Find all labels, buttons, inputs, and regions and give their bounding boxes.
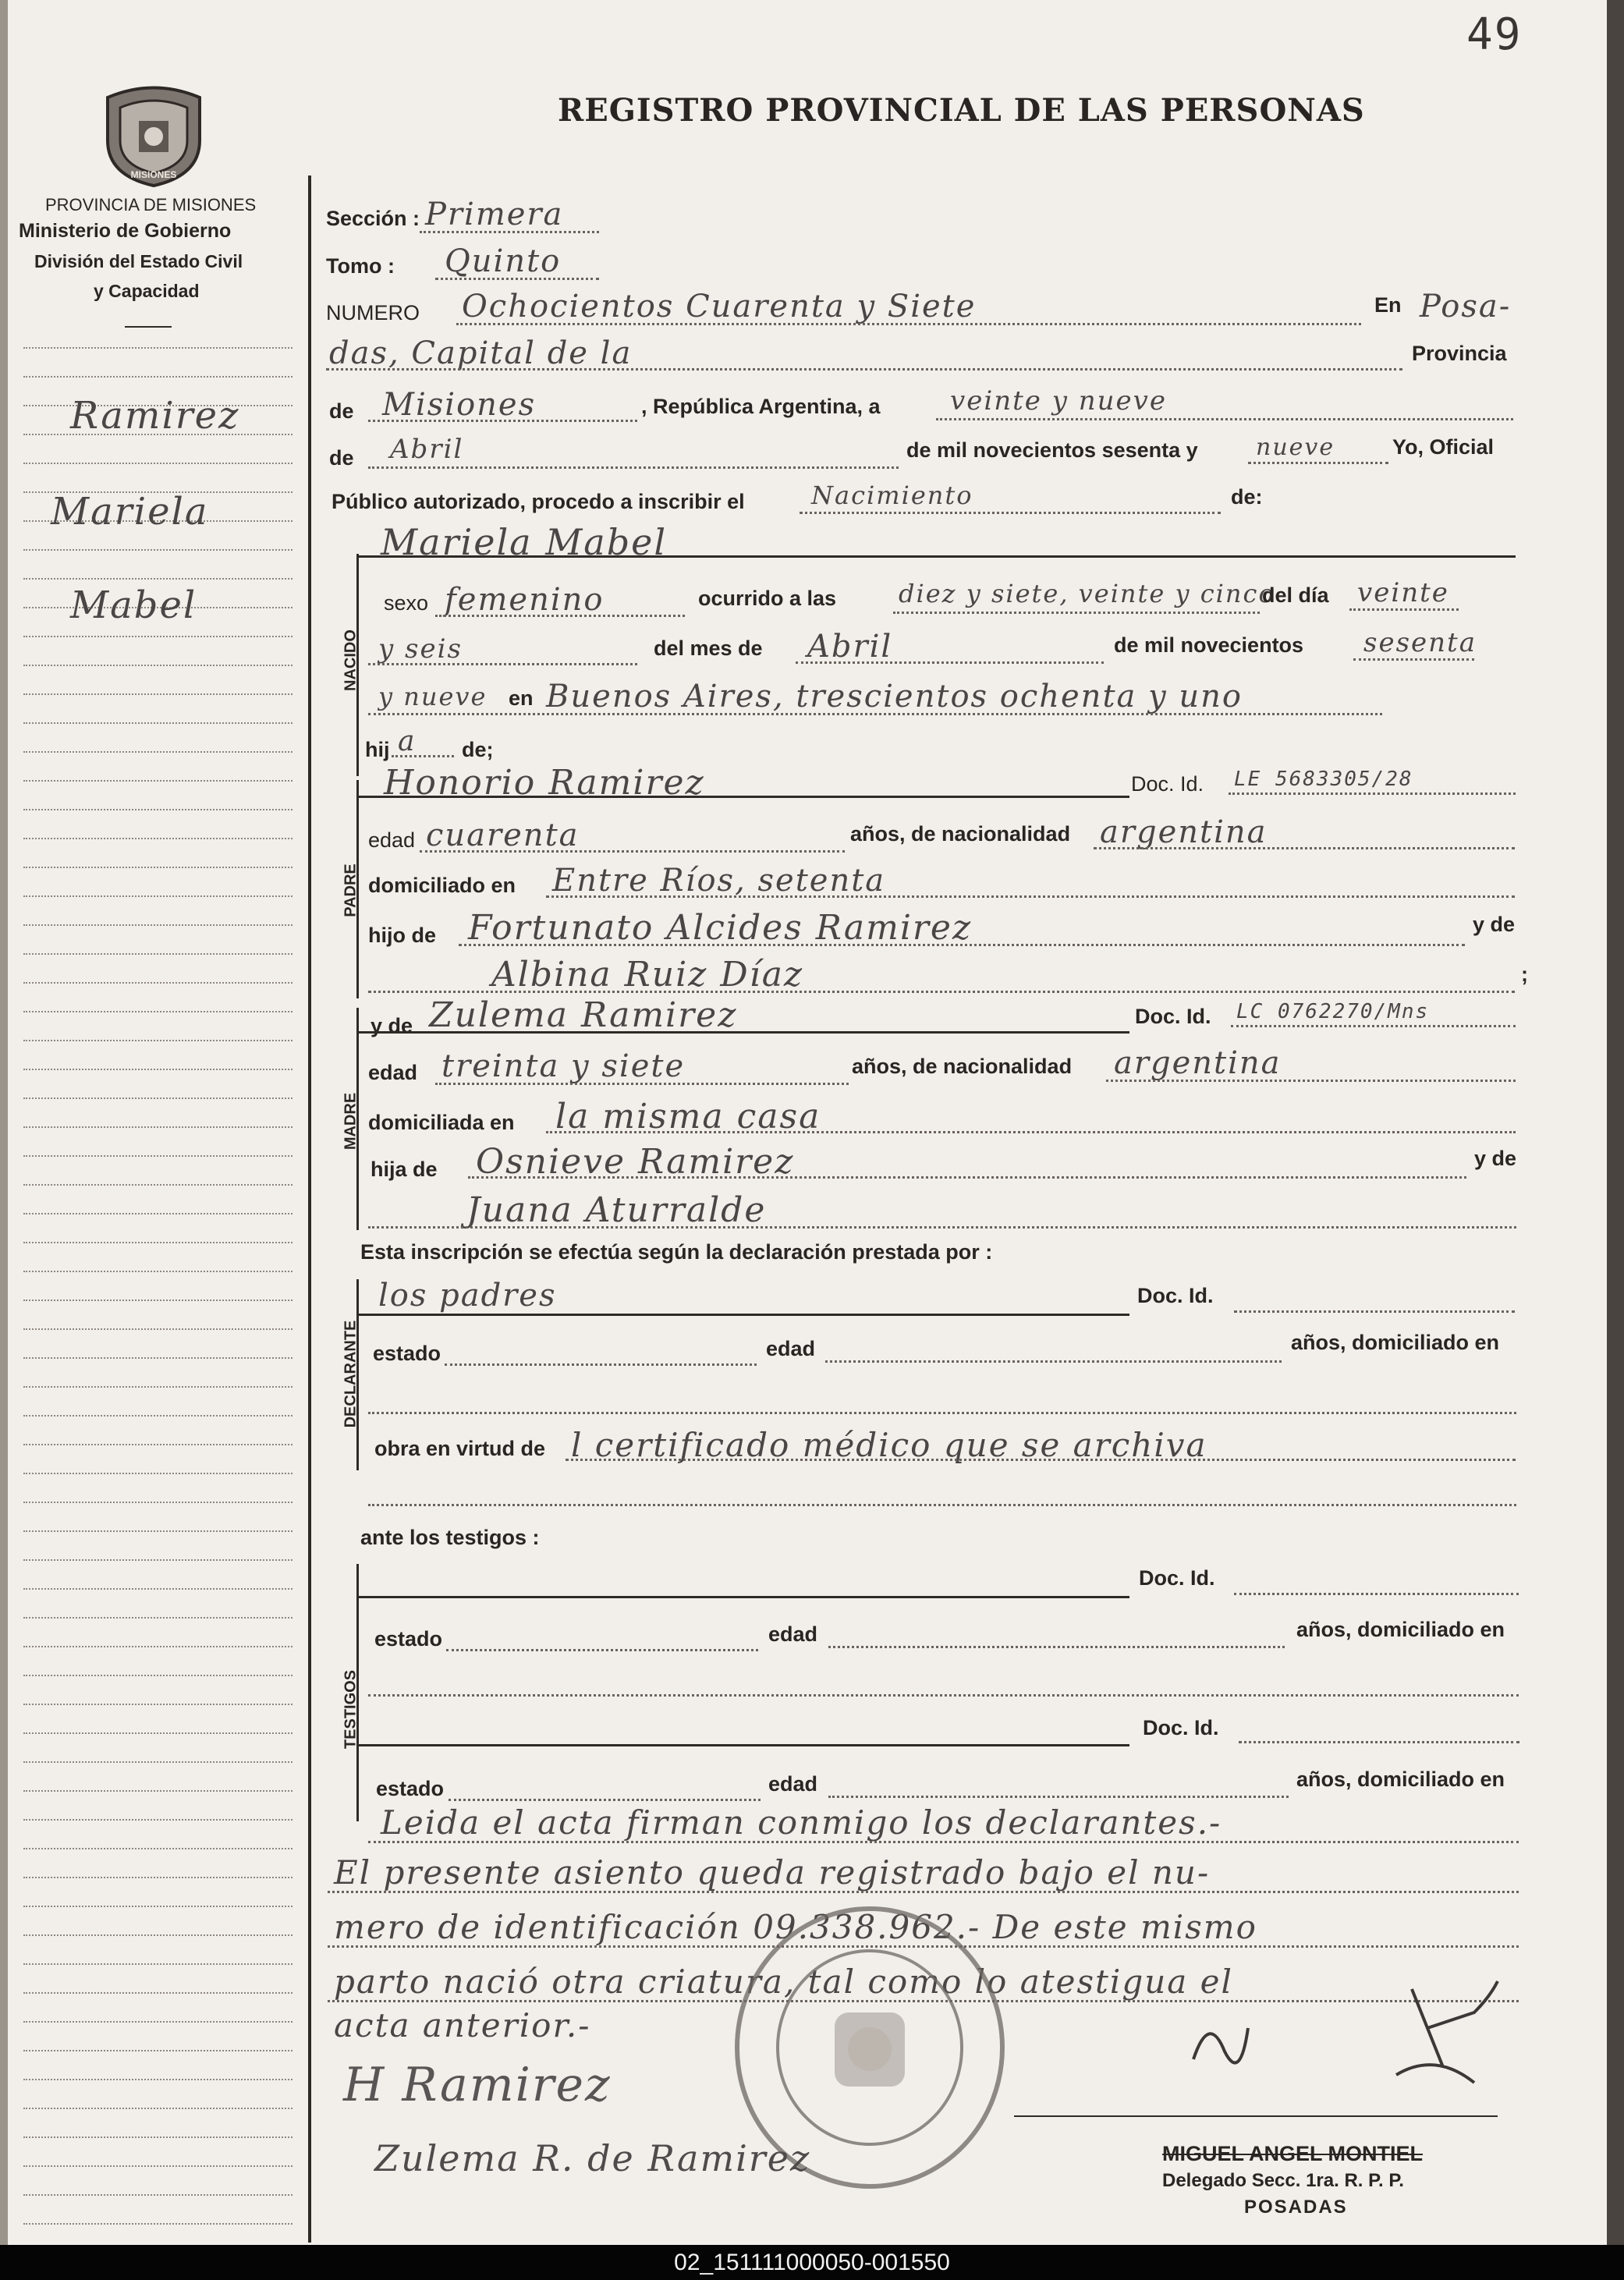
hora-value: diez y siete, veinte y cinco (899, 579, 1275, 608)
label-obra: obra en virtud de (374, 1437, 546, 1460)
official-role: Delegado Secc. 1ra. R. P. P. (1162, 2170, 1404, 2191)
seal-text: MISIONES (130, 169, 177, 180)
testigo2-edad-line (828, 1796, 1289, 1798)
margin-rule (23, 549, 293, 551)
margin-rule (23, 809, 293, 810)
provincial-seal (100, 78, 207, 187)
section-testigos: TESTIGOS (342, 1669, 360, 1750)
note-line-3: mero de identificación 09.338.962.- De este mismo (334, 1908, 1257, 1946)
madre-nac-value: argentina (1114, 1045, 1282, 1081)
margin-rule (23, 1126, 293, 1128)
official-name: MIGUEL ANGEL MONTIEL (1162, 2142, 1424, 2165)
testigo1-doc-line (1234, 1593, 1519, 1595)
margin-rule (23, 1011, 293, 1012)
padre-nac-line (1094, 847, 1515, 849)
margin-rule (23, 1559, 293, 1561)
madre-madre-value: Juana Aturralde (466, 1190, 767, 1230)
label-de-semicolon: de; (462, 738, 494, 761)
official-city: POSADAS (1244, 2197, 1348, 2218)
label-testigo2-edad: edad (768, 1772, 818, 1796)
dia-value-2: y seis (378, 633, 463, 665)
label-de-mes: de (329, 446, 354, 470)
margin-rule (23, 2194, 293, 2196)
anio-value: nueve (1256, 434, 1335, 461)
madre-madre-line (368, 1226, 1516, 1229)
madre-padre-line (468, 1176, 1466, 1179)
hora-line (893, 612, 1260, 614)
fecha-dia-line (936, 418, 1513, 420)
numero-value: Ochocientos Cuarenta y Siete (462, 289, 977, 324)
margin-rule (23, 636, 293, 637)
label-madre-dom: domiciliada en (368, 1111, 515, 1134)
margin-rule (23, 1069, 293, 1070)
margin-rule (23, 1761, 293, 1763)
margin-rule (23, 1271, 293, 1272)
declarante-line (357, 1314, 1129, 1316)
sexo-line (435, 615, 685, 617)
margin-rule (23, 693, 293, 695)
declarante-dom-line (368, 1412, 1516, 1414)
anio-nac-value-1: sesenta (1363, 627, 1477, 658)
section-declarante: DECLARANTE (342, 1320, 360, 1428)
padre-madre-line (368, 991, 1515, 993)
tomo-line (435, 278, 599, 280)
label-sexo: sexo (384, 591, 429, 615)
margin-rule (23, 1992, 293, 1994)
margin-rule (23, 924, 293, 926)
label-de-colon: de: (1231, 485, 1263, 509)
label-del-dia: del día (1262, 583, 1329, 607)
label-declarante-doc: Doc. Id. (1137, 1284, 1214, 1307)
margin-rule (23, 1877, 293, 1878)
label-padre-dom: domiciliado en (368, 874, 516, 897)
padre-padre-line (459, 944, 1465, 946)
dia-value-1: veinte (1357, 577, 1449, 608)
nombre-line (357, 555, 1516, 558)
margin-rule (23, 867, 293, 868)
padre-madre-value: Albina Ruiz Díaz (491, 955, 804, 995)
obra-value: l certificado médico que se archiva (571, 1426, 1207, 1464)
margin-rule (23, 1242, 293, 1243)
section-nacido: NACIDO (342, 629, 360, 691)
madre-nombre-line (357, 1031, 1129, 1034)
margin-rule (23, 2021, 293, 2023)
column-divider (308, 176, 311, 2243)
signature-mother: Zulema R. de Ramirez (374, 2137, 811, 2179)
nombre-value: Mariela Mabel (381, 521, 668, 563)
margin-rule (23, 2050, 293, 2051)
margin-rule (23, 578, 293, 580)
margin-rule (23, 1704, 293, 1705)
label-padre-y-de: y de (1473, 913, 1516, 936)
section-madre: MADRE (342, 1092, 360, 1151)
label-madre-y-de-2: y de (1474, 1147, 1517, 1170)
margin-rule (23, 1502, 293, 1503)
margin-rule (23, 1328, 293, 1330)
padre-edad-value: cuarenta (426, 817, 580, 853)
hij-line (392, 755, 454, 757)
margin-rule (23, 1300, 293, 1301)
label-del-mes: del mes de (654, 636, 763, 660)
madre-padre-value: Osnieve Ramirez (476, 1142, 795, 1182)
margin-rule (23, 1790, 293, 1792)
declarante-edad-line (825, 1360, 1282, 1363)
madre-edad-value: treinta y siete (441, 1048, 686, 1084)
madre-dom-line (546, 1131, 1516, 1133)
label-madre-edad: edad (368, 1061, 418, 1084)
label-ocurrido: ocurrido a las (698, 587, 837, 610)
madre-nac-line (1106, 1080, 1516, 1082)
margin-rule (23, 2108, 293, 2109)
label-declaracion: Esta inscripción se efectúa según la declaración prestada por : (360, 1240, 993, 1264)
mes-line (796, 661, 1104, 664)
label-declarante-estado: estado (373, 1342, 441, 1365)
madre-nombre-value: Zulema Ramirez (429, 995, 738, 1035)
margin-rule (23, 1732, 293, 1734)
margin-rule (23, 1819, 293, 1821)
margin-rule (23, 2079, 293, 2080)
margin-rule (23, 780, 293, 782)
margin-middlename: Mabel (70, 583, 197, 627)
testigo1-line (357, 1596, 1129, 1598)
acto-line (800, 512, 1221, 514)
label-en: En (1374, 293, 1402, 317)
label-madre-y-de: y de (371, 1014, 413, 1037)
label-ante: ante los testigos : (360, 1526, 540, 1549)
office-capacity: y Capacidad (94, 281, 200, 301)
margin-firstname: Mariela (51, 490, 209, 534)
testigo1-edad-line (828, 1646, 1285, 1648)
madre-dom-value: la misma casa (555, 1097, 821, 1136)
dia-line-1 (1349, 608, 1459, 611)
signature-father: H Ramirez (343, 2058, 612, 2112)
obra-line (566, 1459, 1516, 1461)
label-en-lugar: en (509, 686, 534, 710)
testigo1-dom-line (368, 1694, 1519, 1697)
note-line-2: El presente asiento queda registrado bajo el nu- (334, 1853, 1211, 1892)
margin-rule (23, 1184, 293, 1186)
padre-nombre-line (357, 796, 1129, 798)
margin-rule (23, 1473, 293, 1474)
padre-semicolon: ; (1521, 963, 1528, 986)
padre-doc-value: LE 5683305/28 (1234, 768, 1413, 791)
margin-rule (23, 1588, 293, 1590)
margin-rule (23, 953, 293, 955)
margin-rule (23, 1646, 293, 1647)
label-testigo1-doc: Doc. Id. (1139, 1566, 1215, 1590)
declarante-estado-line (445, 1363, 757, 1366)
numero-line (456, 323, 1361, 325)
label-republica: , República Argentina, a (641, 395, 881, 418)
madre-doc-line (1231, 1025, 1516, 1027)
seccion-line (420, 231, 599, 233)
label-padre-hijo-de: hijo de (368, 924, 436, 947)
note-rule-1 (368, 1841, 1519, 1843)
label-provincia: Provincia (1412, 342, 1507, 365)
margin-rule (23, 1963, 293, 1965)
label-madre-hija-de: hija de (371, 1158, 438, 1181)
label-yo-oficial: Yo, Oficial (1392, 435, 1495, 459)
margin-rule (23, 1530, 293, 1532)
en-value-2: das, Capital de la (329, 335, 633, 371)
testigo2-line (357, 1744, 1129, 1746)
en-value-1: Posa- (1420, 289, 1512, 324)
fecha-dia-value: veinte y nueve (950, 385, 1167, 417)
margin-rule (23, 751, 293, 753)
label-testigo2-estado: estado (376, 1777, 445, 1800)
label-padre-edad: edad (368, 828, 416, 852)
obra-line-2 (368, 1504, 1516, 1506)
testigo2-estado-line (449, 1799, 761, 1801)
margin-surname: Ramirez (70, 394, 240, 438)
label-testigo2-dom: años, domiciliado en (1296, 1768, 1505, 1791)
label-numero: NUMERO (326, 301, 420, 324)
label-madre-doc: Doc. Id. (1135, 1005, 1211, 1028)
label-hij: hij (365, 738, 390, 761)
declarante-doc-line (1234, 1310, 1515, 1313)
note-line-5: acta anterior.- (334, 2006, 591, 2044)
margin-rule (23, 2136, 293, 2138)
margin-rule (23, 1155, 293, 1157)
margin-rule (23, 1213, 293, 1214)
margin-rule (23, 1357, 293, 1359)
anio-nac-line-1 (1353, 658, 1474, 661)
margin-rule (23, 1617, 293, 1619)
note-rule-2 (328, 1891, 1519, 1893)
label-de-mil: de mil novecientos sesenta y (906, 438, 1198, 462)
padre-nombre-value: Honorio Ramirez (384, 763, 705, 803)
tomo-value: Quinto (445, 243, 562, 279)
label-testigo1-estado: estado (374, 1627, 443, 1651)
provincia-value: Misiones (382, 387, 537, 423)
margin-rule (23, 1444, 293, 1445)
margin-rule (23, 1386, 293, 1388)
page-number: 49 (1466, 9, 1523, 60)
margin-rule (23, 1848, 293, 1849)
mes-value: Abril (807, 629, 893, 665)
margin-rule (23, 347, 293, 349)
padre-dom-value: Entre Ríos, setenta (552, 863, 886, 899)
label-publico: Público autorizado, procedo a inscribir el (332, 490, 745, 513)
margin-rule (23, 2165, 293, 2167)
margin-rule (23, 2223, 293, 2225)
margin-rule (23, 1934, 293, 1936)
fecha-mes-value: Abril (390, 434, 464, 465)
madre-doc-value: LC 0762270/Mns (1236, 1000, 1430, 1023)
margin-rule (23, 463, 293, 464)
margin-rule (23, 665, 293, 666)
provincia-line (368, 420, 637, 422)
dia-line-2 (368, 663, 637, 665)
note-line-4: parto nació otra criatura, tal como lo atestigua el (334, 1963, 1233, 2001)
margin-rule (23, 1906, 293, 1907)
label-declarante-edad: edad (766, 1337, 816, 1360)
anio-nac-value-2: y nueve (378, 682, 488, 711)
seccion-value: Primera (425, 197, 564, 232)
office-division: División del Estado Civil (34, 251, 243, 271)
label-seccion: Sección : (326, 207, 420, 230)
lugar-value: Buenos Aires, trescientos ochenta y uno (546, 679, 1243, 714)
acto-value: Nacimiento (811, 480, 973, 510)
testigo2-doc-line (1239, 1741, 1519, 1743)
madre-edad-line (435, 1083, 849, 1085)
label-padre-doc: Doc. Id. (1131, 772, 1204, 796)
office-divider (125, 326, 172, 328)
margin-rule (23, 982, 293, 984)
padre-padre-value: Fortunato Alcides Ramirez (468, 908, 973, 948)
image-id-footer: 02_151111000050-001550 (0, 2245, 1624, 2280)
official-signature-line (1014, 2115, 1498, 2117)
declarante-value: los padres (378, 1278, 557, 1314)
margin-rule (23, 895, 293, 897)
note-line-1: Leida el acta firman conmigo los declarantes.- (381, 1803, 1222, 1842)
label-testigo1-edad: edad (768, 1622, 818, 1646)
signature-official (1178, 1966, 1505, 2122)
margin-rule (23, 1040, 293, 1041)
label-padre-nac: años, de nacionalidad (850, 822, 1071, 846)
margin-rule (23, 376, 293, 378)
fecha-mes-line (368, 466, 899, 469)
page-title: REGISTRO PROVINCIAL DE LAS PERSONAS (558, 92, 1365, 129)
office-province: PROVINCIA DE MISIONES (45, 195, 257, 215)
office-ministry: Ministerio de Gobierno (19, 220, 232, 242)
padre-nac-value: argentina (1100, 814, 1268, 850)
label-de-provincia: de (329, 399, 354, 423)
padre-dom-line (546, 895, 1515, 898)
section-padre: PADRE (342, 863, 360, 917)
label-tomo: Tomo : (326, 254, 395, 278)
en-line-2 (326, 368, 1402, 371)
padre-doc-line (1229, 793, 1516, 795)
padre-edad-line (420, 850, 845, 853)
margin-rule (23, 722, 293, 724)
anio-line (1248, 462, 1388, 464)
lugar-line (368, 713, 1382, 715)
label-testigo2-doc: Doc. Id. (1143, 1716, 1219, 1739)
hij-suffix-value: a (398, 725, 417, 757)
label-testigo1-dom: años, domiciliado en (1296, 1618, 1505, 1641)
label-de-mil-nov: de mil novecientos (1114, 633, 1304, 657)
margin-rule (23, 1675, 293, 1676)
margin-rule (23, 1097, 293, 1099)
sexo-value: femenino (445, 582, 605, 618)
label-madre-nac: años, de nacionalidad (852, 1055, 1073, 1078)
margin-rule (23, 1415, 293, 1417)
label-declarante-dom: años, domiciliado en (1291, 1331, 1500, 1354)
margin-rule (23, 838, 293, 839)
testigo1-estado-line (446, 1649, 758, 1651)
